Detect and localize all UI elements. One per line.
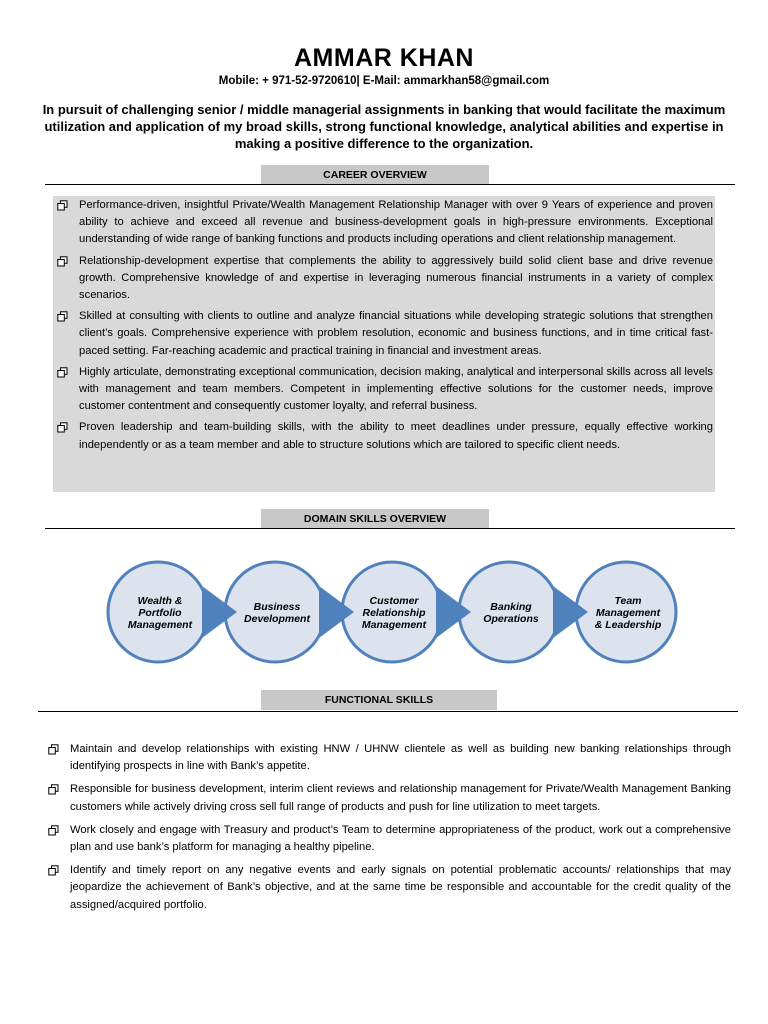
- bullet-icon: [48, 784, 59, 795]
- bullet-icon: [57, 256, 68, 267]
- functional-skills-list: [70, 741, 731, 920]
- list-item: [79, 419, 713, 453]
- list-item-text: Proven leadership and team-building skills, with the ability to meet deadlines under pressure, equally effective working independently or as a team member and able to structure solutions which are tailored to specific client needs.: [79, 421, 713, 451]
- list-item-text: Identify and timely report on any negative events and early signals on potential problematic accounts/ relationships that may jeopardize the achievement of Bank’s objective, and at the same time be responsible and accountable for the credit quality of the assigned/acquired portfolio.: [70, 864, 731, 911]
- candidate-name: AMMAR KHAN: [294, 44, 474, 72]
- domain-skills-heading: DOMAIN SKILLS OVERVIEW: [261, 509, 489, 529]
- list-item-text: Skilled at consulting with clients to outline and analyze financial situations while developing strategic solutions that strengthen client’s goals. Comprehensive experience with problem resolution, economic and business functions, and in time critical fast-paced setting. Far-reaching academic and practical training in financial and investment areas.: [79, 310, 713, 357]
- list-item: [70, 822, 731, 856]
- list-item-text: Work closely and engage with Treasury and product’s Team to determine appropriateness of the product, work out a comprehensive plan and use bank’s platform for managing a healthy pipeline.: [70, 823, 731, 854]
- list-item-text: Highly articulate, demonstrating exceptional communication, decision making, analytical and interpersonal skills across all levels with management and team members. Competent in implementing effective solutions for the customer needs, improve customer contentment and consequently customer loyalty, and referral business.: [79, 365, 713, 413]
- skill-circle-label-line: Management: [361, 619, 427, 631]
- skill-circle-label-line: Portfolio: [138, 607, 182, 619]
- skill-circle-label-line: & Leadership: [594, 619, 662, 631]
- bullet-icon: [48, 825, 59, 836]
- skill-circle-label-line: Management: [595, 607, 661, 619]
- skill-circle-label-line: Operations: [483, 613, 539, 625]
- career-overview-list: [79, 197, 713, 458]
- objective-statement: In pursuit of challenging senior / middle managerial assignments in banking that would facilitate the maximum utilization and application of my broad skills, strong functional knowledge, analytical abilities and expertise in making a positive difference to the organization.: [42, 102, 726, 151]
- bullet-icon: [48, 865, 59, 876]
- skill-circle-label: [483, 601, 539, 625]
- list-item-text: Relationship-development expertise that complements the ability to aggressively build solid client base and drive revenue growth. Comprehensive knowledge of and expertise in leveraging numerous financial instruments in a variety of complex scenarios.: [79, 254, 713, 302]
- skill-circle-label-line: Management: [127, 619, 193, 631]
- list-item: [79, 308, 713, 360]
- list-item-text: Performance-driven, insightful Private/Wealth Management Relationship Manager with over 9 Years of experience and proven ability to achieve and exceed all revenue and business-development goals in high-pressure environments. Exceptional understanding of wide range of banking functions and products including operations and client relationship management.: [79, 199, 713, 246]
- functional-skills-rule: [38, 711, 738, 712]
- skill-circle-label-line: Wealth &: [137, 595, 183, 607]
- list-item: [70, 781, 731, 815]
- skill-circle-label-line: Team: [614, 595, 642, 607]
- skill-circle-label-line: Banking: [490, 601, 532, 613]
- career-overview-heading: CAREER OVERVIEW: [261, 165, 489, 185]
- list-item: [70, 741, 731, 775]
- domain-skills-diagram: [95, 552, 715, 672]
- skill-circle-label-line: Business: [253, 601, 301, 613]
- bullet-icon: [57, 422, 68, 433]
- bullet-icon: [57, 311, 68, 322]
- skill-circle-label-line: Relationship: [362, 607, 426, 619]
- career-overview-rule: [45, 184, 735, 185]
- functional-skills-heading: FUNCTIONAL SKILLS: [261, 690, 497, 710]
- bullet-icon: [57, 200, 68, 211]
- bullet-icon: [57, 367, 68, 378]
- domain-skills-rule: [45, 528, 735, 529]
- list-item: [70, 862, 731, 914]
- list-item-text: Maintain and develop relationships with existing HNW / UHNW clientele as well as building new banking relationships through identifying prospects in line with Bank’s appetite.: [70, 743, 731, 773]
- skill-circle-label-line: Customer: [369, 595, 419, 607]
- contact-info: Mobile: + 971-52-9720610| E-Mail: ammarkhan58@gmail.com: [218, 75, 550, 87]
- skill-circle-label: [362, 595, 427, 631]
- bullet-icon: [48, 744, 59, 755]
- list-item: [79, 197, 713, 249]
- list-item: [79, 253, 713, 305]
- list-item-text: Responsible for business development, interim client reviews and relationship management for Private/Wealth Management Banking customers while actively driving cross sell full range of products and push for line utilization to meet targets.: [70, 783, 731, 813]
- skill-circle-label-line: Development: [244, 613, 310, 625]
- list-item: [79, 364, 713, 416]
